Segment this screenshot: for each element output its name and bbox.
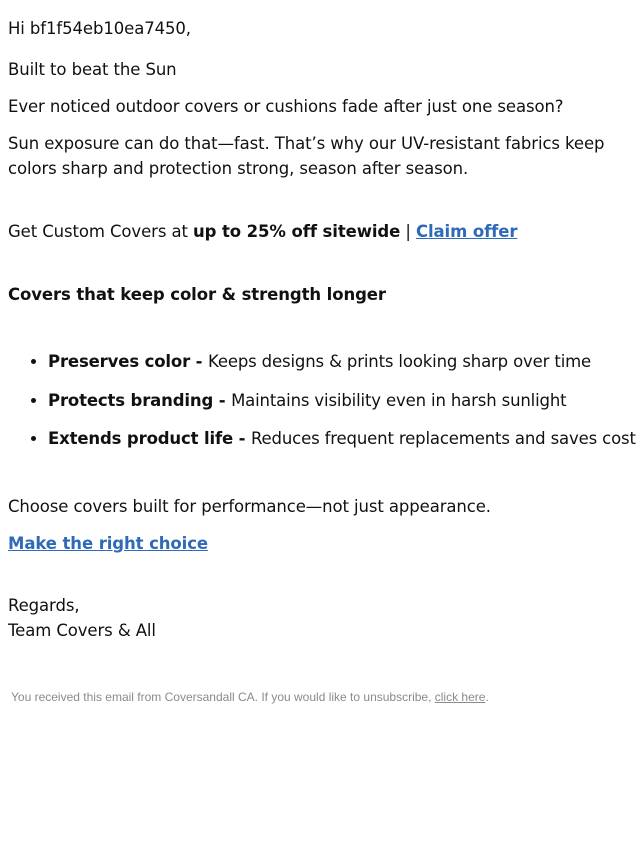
benefits-list — [8, 349, 636, 451]
benefit-title: Protects branding - — [48, 390, 232, 410]
make-right-choice-link[interactable]: Make the right choice — [8, 534, 208, 553]
unsubscribe-link[interactable]: click here — [434, 690, 486, 704]
benefit-text: Keeps designs & prints looking sharp over time — [207, 352, 592, 371]
footer-text: You received this email from Coversandall CA. If you would like to unsubscribe, — [11, 690, 435, 704]
benefit-text: Maintains visibility even in harsh sunlight — [231, 390, 567, 410]
signoff-team: Team Covers & All — [8, 621, 156, 640]
headline: Built to beat the Sun — [8, 60, 177, 79]
section-title: Covers that keep color & strength longer — [8, 285, 386, 304]
closing-line: Choose covers built for performance—not just appearance. — [8, 497, 491, 516]
list-item — [48, 349, 632, 374]
offer-highlight: up to 25% off sitewide — [193, 222, 401, 241]
benefit-title: Preserves color - — [48, 352, 208, 371]
email-body — [8, 16, 636, 643]
footer-suffix: . — [485, 690, 489, 704]
cta-paragraph — [8, 531, 632, 556]
list-item — [48, 426, 636, 451]
offer-separator: | — [400, 222, 416, 241]
benefit-text: Reduces frequent replacements and saves cost — [250, 429, 636, 448]
intro-paragraph: Sun exposure can do that—fast. That’s why our UV-resistant fabrics keep colors sharp and protection strong, season after season. — [8, 134, 605, 178]
unsubscribe-footer — [11, 689, 489, 705]
claim-offer-link[interactable]: Claim offer — [415, 222, 518, 241]
intro-question: Ever noticed outdoor covers or cushions fade after just one season? — [8, 97, 564, 116]
offer-line — [8, 219, 632, 244]
signoff-regards: Regards, — [8, 596, 80, 615]
benefit-title: Extends product life - — [48, 429, 251, 448]
list-item — [48, 388, 632, 413]
offer-prefix: Get Custom Covers at — [8, 222, 193, 241]
greeting: Hi bf1f54eb10ea7450, — [8, 19, 191, 38]
